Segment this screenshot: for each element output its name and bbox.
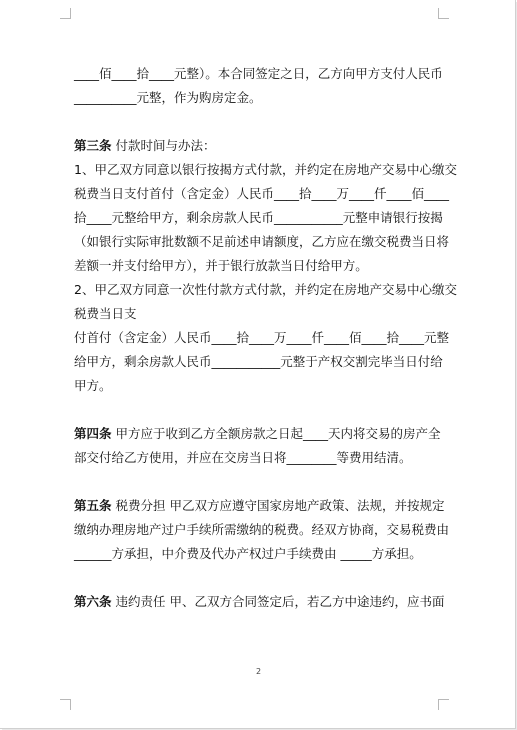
- text-line: [74, 542, 446, 566]
- text-line: [74, 278, 457, 302]
- line-text: 付首付（含定金）人民币____拾____万____仟____佰____拾____元整: [74, 330, 450, 345]
- paragraph: [74, 134, 457, 398]
- text-line: [74, 158, 457, 182]
- line-text: 2、甲乙双方同意一次性付款方式付款，并约定在房地产交易中心缴交: [74, 282, 457, 297]
- line-text: 1、甲乙双方同意以银行按揭方式付款，并约定在房地产交易中心缴交: [74, 162, 457, 177]
- paragraph-gap: [74, 470, 446, 494]
- margin-corner-bottom-right: [438, 699, 449, 710]
- paragraph: [74, 494, 450, 566]
- text-line: [74, 206, 446, 230]
- line-text: 差额一并支付给甲方），并于银行放款当日付给甲方。: [74, 258, 368, 273]
- paragraph-gap: [74, 398, 446, 422]
- text-line: [74, 182, 450, 206]
- text-line: [74, 302, 446, 326]
- text-line: [74, 230, 450, 254]
- line-text: ____佰____拾____元整）。本合同签定之日，乙方向甲方支付人民币: [74, 66, 443, 81]
- document-body: [74, 62, 457, 614]
- text-line: [74, 62, 446, 86]
- line-text: __________元整，作为购房定金。: [74, 90, 262, 105]
- line-text: 部交付给乙方使用，并应在交房当日将________等费用结清。: [74, 450, 412, 465]
- text-line: [74, 494, 446, 518]
- text-line: [74, 422, 446, 446]
- line-text: （如银行实际审批数额不足前述申请额度，乙方应在缴交税费当日将: [74, 234, 450, 249]
- text-line: [74, 254, 446, 278]
- article-heading: 第六条: [74, 594, 112, 609]
- text-line: [74, 374, 446, 398]
- margin-corner-top-right: [438, 8, 449, 19]
- line-text: 甲方应于收到乙方全额房款之日起____天内将交易的房产全: [111, 426, 441, 441]
- paragraph: [74, 62, 446, 110]
- text-line: [74, 326, 450, 350]
- article-heading: 第三条: [74, 138, 112, 153]
- line-text: 税费当日支: [74, 306, 137, 321]
- paragraph: [74, 422, 446, 470]
- paragraph-gap: [74, 566, 446, 590]
- margin-corner-top-left: [60, 8, 71, 19]
- text-line: [74, 590, 446, 614]
- line-text: 税费分担 甲乙双方应遵守国家房地产政策、法规，并按规定: [111, 498, 445, 513]
- article-heading: 第四条: [74, 426, 112, 441]
- line-text: 税费当日支付首付（含定金）人民币____拾____万____仟____佰____: [74, 186, 450, 201]
- paragraph: [74, 590, 446, 614]
- text-line: [74, 446, 446, 470]
- text-line: [74, 86, 446, 110]
- line-text: 给甲方，剩余房款人民币___________元整于产权交割完毕当日付给: [74, 354, 443, 369]
- article-heading: 第五条: [74, 498, 112, 513]
- text-line: [74, 134, 446, 158]
- line-text: 缴纳办理房地产过户手续所需缴纳的税费。经双方协商，交易税费由: [74, 522, 450, 537]
- line-text: 甲方。: [74, 378, 112, 393]
- line-text: 付款时间与办法：: [111, 138, 216, 153]
- line-text: 违约责任 甲、乙双方合同签定后，若乙方中途违约，应书面: [111, 594, 445, 609]
- text-line: [74, 350, 446, 374]
- margin-corner-bottom-left: [60, 699, 71, 710]
- line-text: ______方承担，中介费及代办产权过户手续费由 _____方承担。: [74, 546, 422, 561]
- text-line: [74, 518, 450, 542]
- paragraph-gap: [74, 110, 446, 134]
- line-text: 拾____元整给甲方，剩余房款人民币___________元整申请银行按揭: [74, 210, 443, 225]
- page-number: 2: [255, 667, 262, 676]
